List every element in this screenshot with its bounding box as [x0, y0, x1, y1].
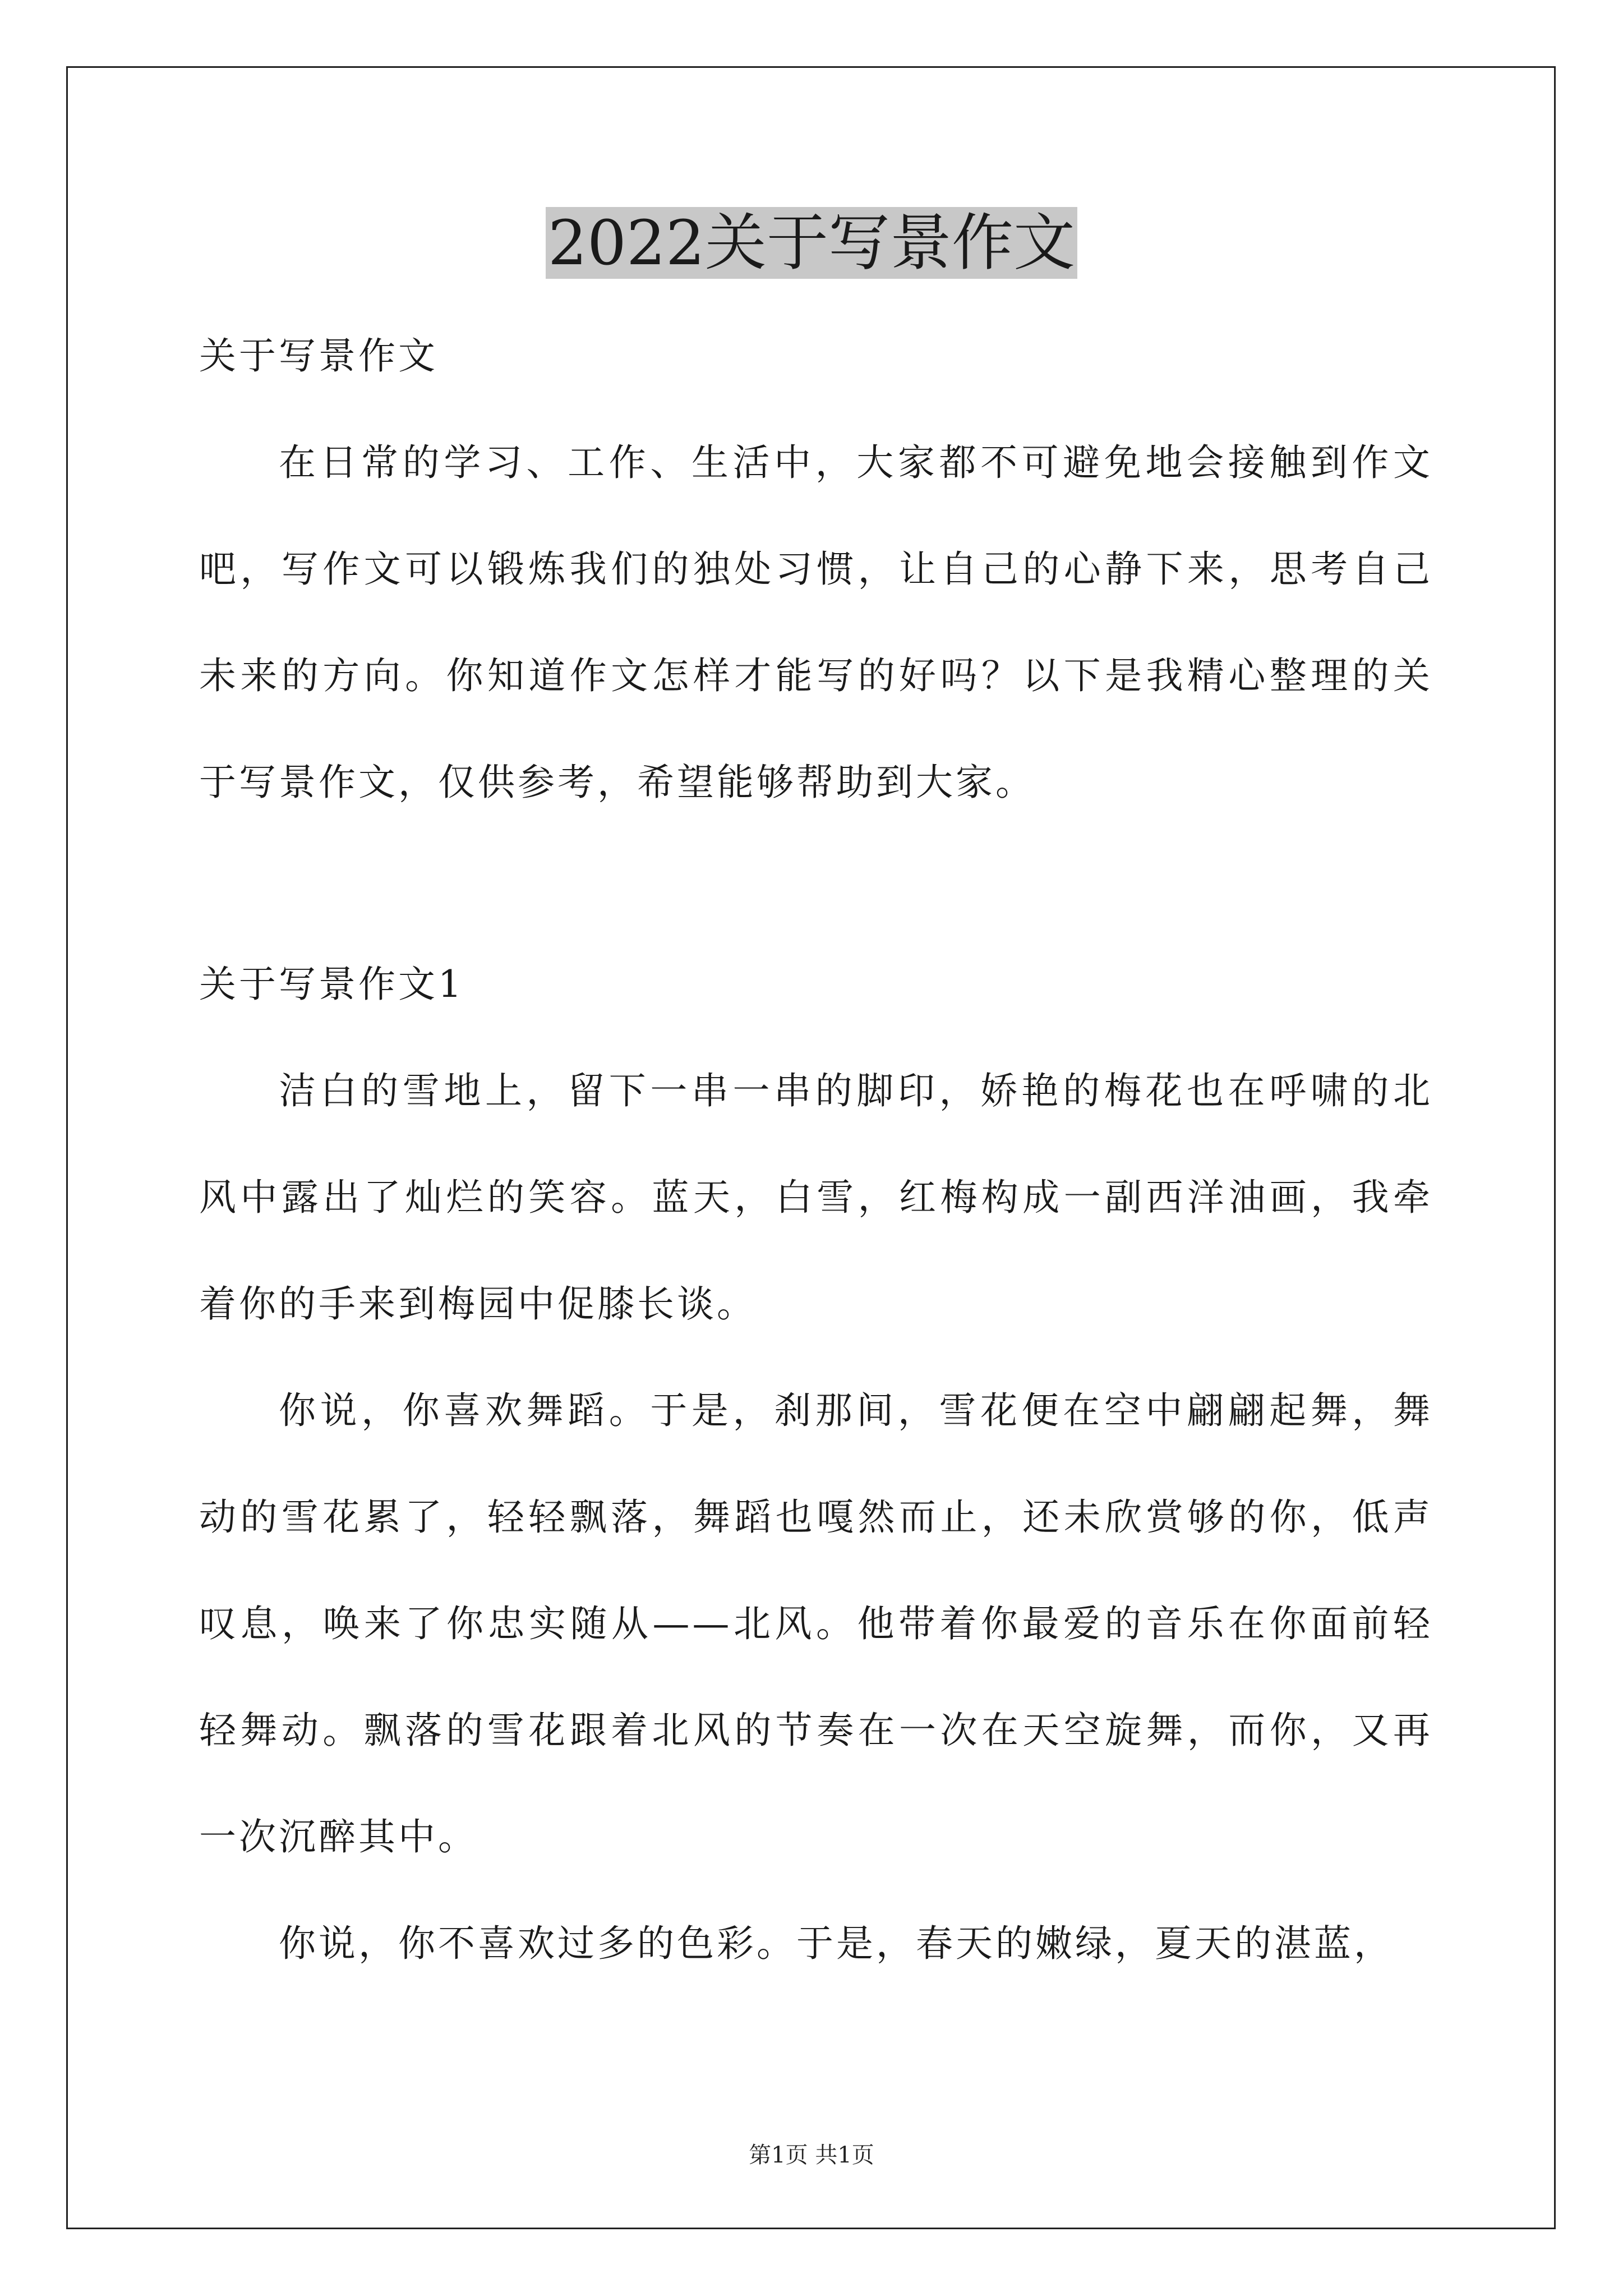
- body-paragraph: 你说，你不喜欢过多的色彩。于是，春天的嫩绿，夏天的湛蓝，: [279, 1922, 1394, 1965]
- section-spacer: [199, 836, 1433, 931]
- body-paragraph: 你说，你喜欢舞蹈。于是，刹那间，雪花便在空中翩翩起舞，舞动的雪花累了，轻轻飘落，舞蹈也嘎然而止，还未欣赏够的你，低声叹息，唤来了你忠实随从——北风。他带着你最爱的音乐在你面前轻轻舞动。飘落的雪花跟着北风的节奏在一次在天空旋舞，而你，又再一次沉醉其中。: [199, 1389, 1433, 1858]
- intro-paragraph: 在日常的学习、工作、生活中，大家都不可避免地会接触到作文吧，写作文可以锻炼我们的独处习惯，让自己的心静下来，思考自己未来的方向。你知道作文怎样才能写的好吗？以下是我精心整理的关于写景作文，仅供参考，希望能够帮助到大家。: [199, 441, 1433, 804]
- page-footer: 第1页 共1页: [749, 2142, 874, 2168]
- document-title: [0, 208, 1623, 279]
- document-body: [199, 303, 1433, 1997]
- section-heading: 关于写景作文1: [199, 963, 464, 1006]
- document-title-text: 2022关于写景作文: [546, 207, 1077, 279]
- intro-heading: 关于写景作文: [199, 334, 438, 378]
- body-paragraph: 洁白的雪地上，留下一串一串的脚印，娇艳的梅花也在呼啸的北风中露出了灿烂的笑容。蓝天，白雪，红梅构成一副西洋油画，我牵着你的手来到梅园中促膝长谈。: [199, 1069, 1433, 1326]
